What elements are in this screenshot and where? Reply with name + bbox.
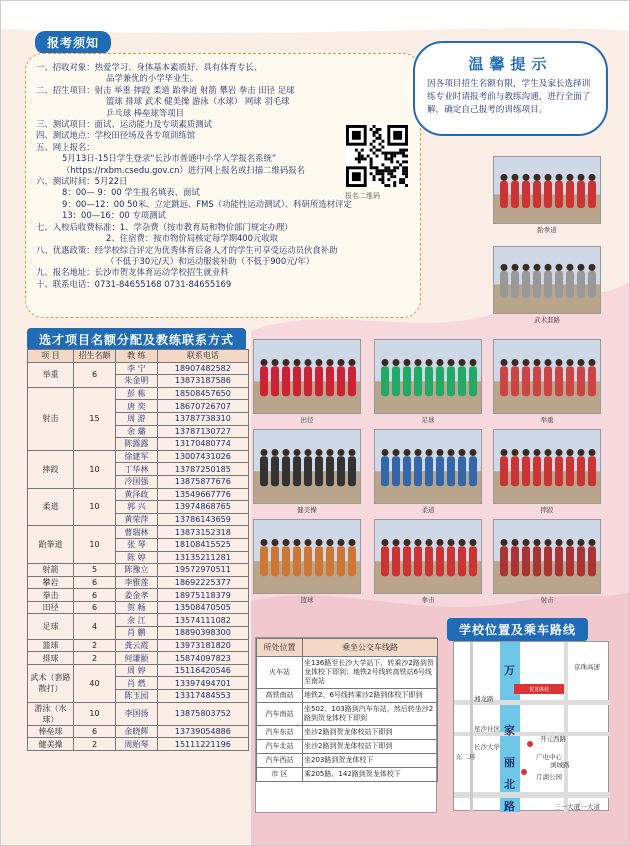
photo-illustration <box>375 430 482 504</box>
team-photo[interactable] <box>374 339 482 414</box>
map-label: 东二环 <box>456 753 476 761</box>
notice-line: 二、招生项目：射击 举重 摔跤 柔道 跆拳道 射箭 攀岩 拳击 田径 足球 <box>36 84 295 95</box>
photo-illustration <box>375 520 482 594</box>
table-header: 联系电话 <box>157 350 248 363</box>
phone-cell: 13135211281 <box>157 551 248 564</box>
table-row <box>28 725 249 738</box>
notice-line: 七、入校后收费标准：1、学杂费（按市教育局和物价部门规定办理） <box>36 221 293 232</box>
bus-route: 坐502、103路到汽车东站，然后转坐沙2路到贺龙体校下即到 <box>303 703 438 726</box>
table-row <box>28 664 249 677</box>
phone-cell: 18692225377 <box>157 576 248 589</box>
coach-cell: 余 江 <box>116 614 158 627</box>
notice-line: 乒乓球 棒垒球等项目 <box>106 107 185 118</box>
phone-cell: 13170480774 <box>157 438 248 451</box>
photo-caption: 武术套路 <box>534 316 560 324</box>
map-label: 家 <box>504 724 515 737</box>
notice-line: 8：00— 9：00 学生报名填表、面试 <box>62 187 200 198</box>
quota-cell: 10 <box>74 450 116 488</box>
phone-cell: 13873187586 <box>157 375 248 388</box>
phone-cell: 18907482582 <box>157 362 248 375</box>
photo-caption: 田径 <box>300 416 314 424</box>
coach-cell: 余 璐 <box>116 425 158 438</box>
sport-cell: 摔跤 <box>28 450 74 488</box>
bus-location: 汽车南站 <box>257 703 303 726</box>
team-photo[interactable] <box>493 519 601 594</box>
photo-caption: 举重 <box>540 416 554 424</box>
quota-cell: 6 <box>74 601 116 614</box>
table-row <box>28 488 249 501</box>
sport-cell: 柔道 <box>28 488 74 526</box>
photo-illustration <box>494 247 601 314</box>
photo-illustration <box>494 520 601 594</box>
bus-row <box>257 768 438 782</box>
phone-cell: 13873152318 <box>157 526 248 539</box>
photo-illustration <box>254 340 361 414</box>
tip-text: 因各项目招生名额有限，学生及家长选择训练专业时请报考前与教练沟通，进行全面了解，确定自己报考的训练项目。 <box>427 79 591 115</box>
map-label: 北 <box>504 778 515 791</box>
sport-cell: 棒垒球 <box>28 725 74 738</box>
bus-location: 高铁南站 <box>257 689 303 703</box>
phone-cell: 13787738310 <box>157 412 248 425</box>
notice-line: 八、优惠政策：经学校综合评定为优秀体育后备人才的学生可享受运动员伙食补助 <box>36 244 338 255</box>
quota-cell: 6 <box>74 725 116 738</box>
coach-cell: 陈 婷 <box>116 551 158 564</box>
map-label: 三一大道 <box>574 803 600 811</box>
bus-location: 汽车东站 <box>257 726 303 740</box>
phone-cell: 18975118379 <box>157 589 248 602</box>
photo-illustration <box>494 430 601 504</box>
sport-cell: 篮球 <box>28 639 74 652</box>
table-row <box>28 362 249 375</box>
map-label: 丽 <box>504 756 515 769</box>
table-row <box>28 526 249 539</box>
bus-route-table <box>255 637 437 813</box>
coach-cell: 肖 鹏 <box>116 627 158 640</box>
photo-caption: 跆拳道 <box>537 226 557 234</box>
quota-cell: 2 <box>74 738 116 751</box>
sport-cell: 举重 <box>28 362 74 387</box>
bus-route: 地铁2、6号线转乘沙2路到体校下即到 <box>303 689 438 703</box>
table-row <box>28 601 249 614</box>
notice-line: 篮球 排球 武术 健美操 游泳（水球） 网球 羽毛球 <box>106 96 290 107</box>
quota-cell: 6 <box>74 589 116 602</box>
coach-cell: 张 琴 <box>116 538 158 551</box>
notice-line: 5月13日-15日学生登录“长沙市普通中小学入学报名系统” <box>62 153 277 164</box>
coach-cell: 姜金孝 <box>116 589 158 602</box>
coach-cell: 陈豫立 <box>116 564 158 577</box>
coach-cell: 何谦颐 <box>116 652 158 665</box>
phone-cell: 13787130727 <box>157 425 248 438</box>
svg-text:贺龙体校: 贺龙体校 <box>528 687 550 693</box>
bus-row <box>257 689 438 703</box>
quota-cell: 5 <box>74 564 116 577</box>
notice-line: 13：00—16：00 专项测试 <box>62 210 166 221</box>
quota-cell: 4 <box>74 614 116 639</box>
table-row <box>28 387 249 400</box>
bus-row <box>257 726 438 740</box>
notice-line: 十、联系电话：0731-84655168 0731-84655169 <box>36 278 232 289</box>
sport-cell: 射击 <box>28 387 74 450</box>
team-photo[interactable] <box>253 339 361 414</box>
map-label: 浏城路 <box>550 761 570 769</box>
team-photo[interactable] <box>493 246 601 314</box>
sport-cell: 攀岩 <box>28 576 74 589</box>
coach-cell: 龚云霞 <box>116 639 158 652</box>
tip-title: 温馨提示 <box>468 55 553 73</box>
map-label: 月湖公园 <box>536 773 562 781</box>
quota-cell: 10 <box>74 488 116 526</box>
notice-line: 品学兼优的小学毕业生。 <box>106 73 199 84</box>
photo-caption: 拳击 <box>421 596 435 604</box>
photo-caption: 篮球 <box>300 596 314 604</box>
phone-cell: 18670726707 <box>157 400 248 413</box>
bus-row <box>257 703 438 726</box>
phone-cell: 13787250185 <box>157 463 248 476</box>
bus-route: 坐沙2路到贺龙体校站下即到 <box>303 740 438 754</box>
table-row <box>28 702 249 725</box>
coach-cell: 肖 燃 <box>116 677 158 690</box>
phone-cell: 15111221196 <box>157 738 248 751</box>
team-photo[interactable] <box>374 429 482 504</box>
coach-cell: 唐 奕 <box>116 400 158 413</box>
notice-line: 九、报名地址：长沙市贺龙体育运动学校招生就业科 <box>36 267 229 278</box>
phone-cell: 13397494701 <box>157 677 248 690</box>
warm-tip-box <box>413 41 608 136</box>
quota-cell: 2 <box>74 652 116 665</box>
photo-caption: 足球 <box>421 416 435 424</box>
coach-cell: 曹瑞林 <box>116 526 158 539</box>
coach-cell: 李雅莲 <box>116 576 158 589</box>
phone-cell: 13973181820 <box>157 639 248 652</box>
team-photo[interactable] <box>253 519 361 594</box>
bus-route: 坐136路至长沙大学站下，转乘沙2路到贺龙体校下即到；地铁2号线转高铁站6号线至南站 <box>303 657 438 689</box>
notice-title: 报考须知 <box>35 31 111 54</box>
phone-cell: 13786143659 <box>157 513 248 526</box>
map-label: 星沙社区 <box>474 725 500 733</box>
notice-line: 五、网上报名： <box>36 141 95 152</box>
table-header: 招生名额 <box>74 350 116 363</box>
coach-cell: 李国扬 <box>116 702 158 725</box>
sport-cell: 射箭 <box>28 564 74 577</box>
table-row <box>28 738 249 751</box>
bus-location: 市 区 <box>257 768 303 782</box>
phone-cell: 13007431026 <box>157 450 248 463</box>
quota-cell: 15 <box>74 387 116 450</box>
map-label: 长沙大学 <box>474 743 500 751</box>
coach-cell: 李 宁 <box>116 362 158 375</box>
sport-cell: 排球 <box>28 652 74 665</box>
table-row <box>28 576 249 589</box>
coach-cell: 贺 畅 <box>116 601 158 614</box>
coach-cell: 周 婷 <box>116 664 158 677</box>
table-row <box>28 450 249 463</box>
phone-cell: 18890398300 <box>157 627 248 640</box>
photo-caption: 射击 <box>540 596 554 604</box>
phone-cell: 13549667776 <box>157 488 248 501</box>
quota-cell: 6 <box>74 362 116 387</box>
bus-header: 乘坐公交车线路 <box>303 639 438 657</box>
sport-cell: 游泳（水球） <box>28 702 74 725</box>
sport-cell: 武术（套路散打） <box>28 664 74 702</box>
notice-line: 2、住宿费：按市物价局核定每学期400元收取 <box>106 233 279 244</box>
phone-cell: 13508470505 <box>157 601 248 614</box>
table-row <box>28 589 249 602</box>
map-label: 三一大道 <box>554 803 580 811</box>
bus-row <box>257 740 438 754</box>
coach-cell: 周贻琴 <box>116 738 158 751</box>
notice-line: 9：00—12：00 50米、立定跳远、FMS（功能性运动测试）、科研所选材评定 <box>62 198 352 209</box>
phone-cell: 13739054886 <box>157 725 248 738</box>
coach-cell: 郭 兴 <box>116 501 158 514</box>
notice-line: （https://rxbm.csedu.gov.cn）进行网上报名或扫描二维码报名 <box>62 164 306 175</box>
qr-caption: 报名二维码 <box>345 192 380 200</box>
sport-cell: 跆拳道 <box>28 526 74 564</box>
team-photo[interactable] <box>493 156 601 224</box>
bus-row <box>257 754 438 768</box>
coach-cell: 彭 栋 <box>116 387 158 400</box>
map-label: 广电中心 <box>536 753 562 761</box>
location-map[interactable] <box>453 641 609 811</box>
notice-line: 六、测试时间：5月22日 <box>36 176 128 187</box>
phone-cell: 18508457650 <box>157 387 248 400</box>
table-header: 项 目 <box>28 350 74 363</box>
photo-illustration <box>494 340 601 414</box>
photo-caption: 柔道 <box>421 506 435 514</box>
quota-cell: 2 <box>74 639 116 652</box>
photo-illustration <box>254 430 361 504</box>
table-title: 选才项目名额分配及教练联系方式 <box>27 328 246 351</box>
team-photo[interactable] <box>493 339 601 414</box>
table-row <box>28 614 249 627</box>
notice-line: 三、测试项目：面试、运动能力及专项素质测试 <box>36 119 212 130</box>
bus-route: 乘205路、142路到贺龙体校下 <box>303 768 438 782</box>
map-label: 万 <box>504 664 515 677</box>
bus-row <box>257 657 438 689</box>
photo-illustration <box>375 340 482 414</box>
phone-cell: 19572970511 <box>157 564 248 577</box>
map-title: 学校位置及乘车路线 <box>447 618 588 641</box>
table-row <box>28 564 249 577</box>
coach-cell: 丁华林 <box>116 463 158 476</box>
bus-header: 所处位置 <box>257 639 303 657</box>
coach-cell: 朱金明 <box>116 375 158 388</box>
map-label: 开元西路 <box>540 735 566 743</box>
bus-location: 火车站 <box>257 657 303 689</box>
photo-caption: 摔跤 <box>540 506 554 514</box>
qr-code[interactable] <box>341 125 413 187</box>
phone-cell: 15874097823 <box>157 652 248 665</box>
sport-cell: 田径 <box>28 601 74 614</box>
phone-cell: 18108415525 <box>157 538 248 551</box>
map-label: 京珠高速 <box>574 663 600 671</box>
map-label: 湘龙路 <box>474 695 494 703</box>
phone-cell: 13875803752 <box>157 702 248 725</box>
photo-illustration <box>494 157 601 224</box>
sport-cell: 拳击 <box>28 589 74 602</box>
quota-cell: 40 <box>74 664 116 702</box>
map-label: 路 <box>504 800 515 813</box>
coach-cell: 黄泽政 <box>116 488 158 501</box>
notice-line: 四、测试地点：学校田径场及各专项训练馆 <box>36 130 196 141</box>
bus-route: 坐沙2路到贺龙体校站下即到 <box>303 726 438 740</box>
phone-cell: 13974868765 <box>157 501 248 514</box>
notice-line: 一、招收对象：热爱学习、身体基本素质好、具有体育专长、 <box>36 62 263 72</box>
phone-cell: 13317484553 <box>157 690 248 703</box>
table-row <box>28 652 249 665</box>
quota-cell: 6 <box>74 576 116 589</box>
coach-cell: 周 游 <box>116 412 158 425</box>
coach-cell: 徐建军 <box>116 450 158 463</box>
bus-route: 坐203路到贺龙体校下 <box>303 754 438 768</box>
sport-cell: 足球 <box>28 614 74 639</box>
quota-cell: 10 <box>74 526 116 564</box>
coach-cell: 冷国强 <box>116 475 158 488</box>
sport-cell: 健美操 <box>28 738 74 751</box>
bus-location: 汽车西站 <box>257 754 303 768</box>
notice-line: （不低于30元/天）和运动服装补助（不低于900元/年） <box>106 255 315 266</box>
photo-illustration <box>254 520 361 594</box>
team-photo[interactable] <box>374 519 482 594</box>
team-photo[interactable] <box>253 429 361 504</box>
table-row <box>28 639 249 652</box>
bus-location: 汽车北站 <box>257 740 303 754</box>
team-photo[interactable] <box>493 429 601 504</box>
coach-cell: 陈玉园 <box>116 690 158 703</box>
quota-cell: 10 <box>74 702 116 725</box>
coach-cell: 余晓辉 <box>116 725 158 738</box>
coach-table <box>27 349 249 751</box>
phone-cell: 13875877676 <box>157 475 248 488</box>
phone-cell: 15116420546 <box>157 664 248 677</box>
coach-cell: 黄荣萍 <box>116 513 158 526</box>
photo-caption: 健美操 <box>297 506 317 514</box>
table-header: 教 练 <box>116 350 158 363</box>
coach-cell: 陈露露 <box>116 438 158 451</box>
phone-cell: 13574111082 <box>157 614 248 627</box>
